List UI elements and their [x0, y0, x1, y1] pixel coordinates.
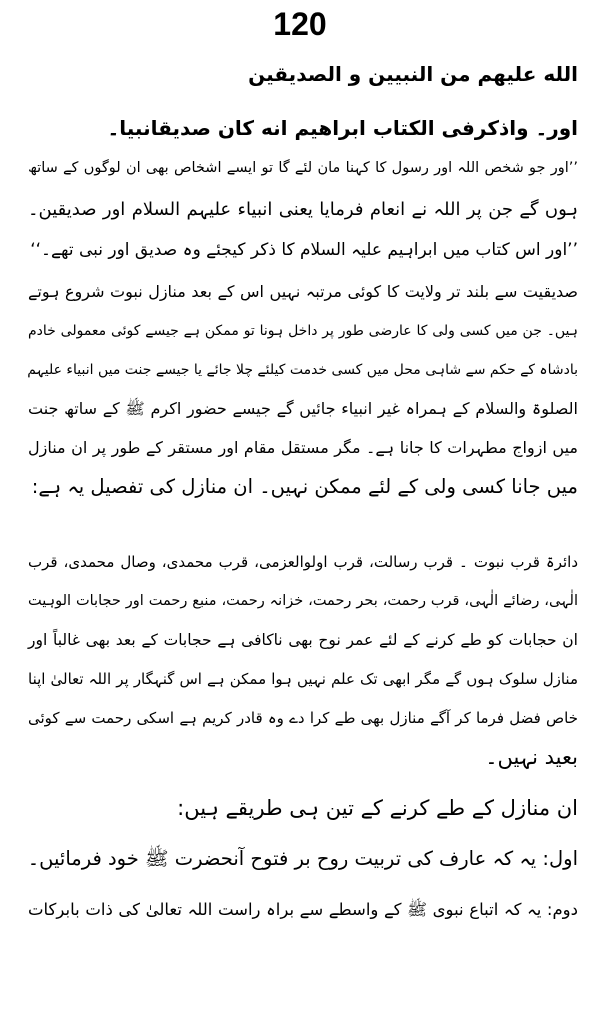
- body-line: الٰہی، رضائے الٰہی، قرب رحمت، بحر رحمت، خزانہ رحمت، منبع رحمت اور حجابات الوہیت: [28, 593, 578, 609]
- arabic-verse-line: الله علیهم من النبیین و الصدیقین: [248, 62, 578, 86]
- translation-line: ہوں گے جن پر اللہ نے انعام فرمایا یعنی انبیاء علیہم السلام اور صدیقین۔: [28, 199, 578, 220]
- body-line: خاص فضل فرما کر آگے منازل بھی طے کرا دے وہ قادر کریم ہے اسکی رحمت سے کوئی: [28, 709, 578, 727]
- translation-line: ’’اور اس کتاب میں ابراہیم علیہ السلام کا ذکر کیجئے وہ صدیق اور نبی تھے۔‘‘: [30, 240, 578, 260]
- arabic-verse-line: اور۔ واذکرفی الکتاب ابراھیم انه کان صدیقانبیا۔: [107, 116, 578, 140]
- body-line: ہیں۔ جن میں کسی ولی کا عارضی طور پر داخل ہونا تو ممکن ہے جیسے کوئی معمولی خادم: [28, 323, 578, 339]
- body-line: میں جانا کسی ولی کے لئے ممکن نہیں۔ ان منازل کی تفصیل یہ ہے:: [31, 475, 578, 498]
- translation-line: ’’اور جو شخص اللہ اور رسول کا کہنا مان لئے گا تو ایسے اشخاص بھی ان لوگوں کے ساتھ: [28, 160, 578, 176]
- body-line: میں ازواج مطہرات کا جانا ہے۔ مگر مستقل مقام اور مستقر کے طور پر ان منازل: [28, 438, 578, 457]
- body-line: صدیقیت سے بلند تر ولایت کا کوئی مرتبہ نہیں اس کے بعد منازل نبوت شروع ہوتے: [28, 282, 578, 301]
- body-line: دائرۃ قرب نبوت ۔ قرب رسالت، قرب اولوالعزمی، قرب محمدی، وصال محمدی، قرب: [28, 553, 578, 571]
- body-line: منازل سلوک ہوں گے مگر ابھی تک علم نہیں ہوا ممکن ہے اس گنہگار پر اللہ تعالیٰ اپنا: [28, 670, 578, 688]
- body-line: الصلوۃ والسلام کے ہمراہ غیر انبیاء جائیں گے جیسے حضور اکرم ﷺ کے ساتھ جنت: [28, 399, 578, 418]
- body-line: بعید نہیں۔: [485, 745, 578, 769]
- page-number: 120: [273, 6, 327, 42]
- body-line: ان حجابات کو طے کرنے کے لئے عمر نوح بھی ناکافی ہے حجابات کے بعد بھی غالباً اور: [28, 631, 578, 649]
- body-line: بادشاہ کے حکم سے شاہی محل میں کسی خدمت کیلئے چلا جائے یا جیسے جنت میں انبیاء علیہم: [27, 362, 578, 378]
- body-line: دوم: یہ کہ اتباع نبوی ﷺ کے واسطے سے براہ راست اللہ تعالیٰ کی ذات بابرکات: [28, 900, 578, 919]
- body-line: اول: یہ کہ عارف کی تربیت روح بر فتوح آنحضرت ﷺ خود فرمائیں۔: [27, 847, 578, 870]
- body-line: ان منازل کے طے کرنے کے تین ہی طریقے ہیں:: [177, 796, 578, 820]
